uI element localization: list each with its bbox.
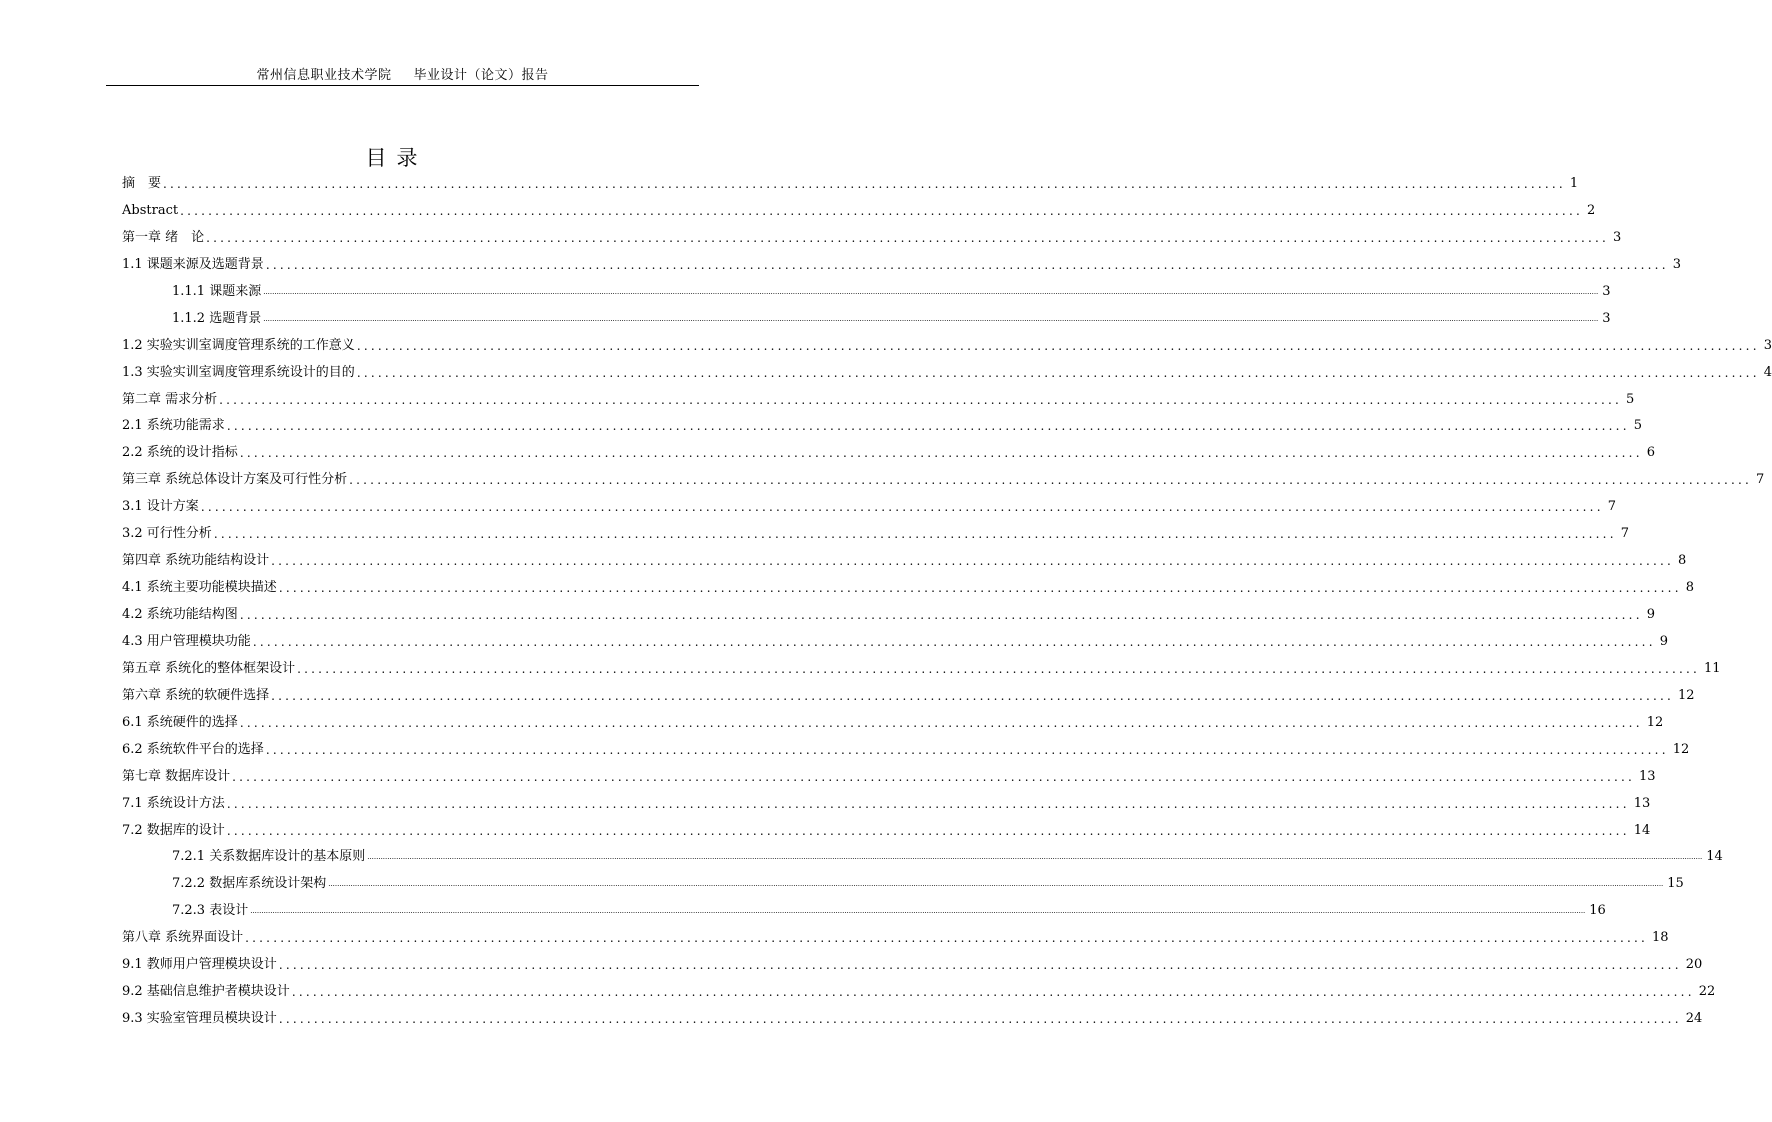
toc-entry-page: 22 <box>1698 984 1716 1000</box>
toc-entry[interactable] <box>122 467 1765 494</box>
toc-entry-label: 1.1 课题来源及选题背景 <box>122 256 264 272</box>
page-header <box>106 64 699 84</box>
toc-entry-page: 5 <box>1626 391 1635 407</box>
toc-entry[interactable] <box>122 952 1703 979</box>
toc-entry[interactable] <box>122 818 1651 845</box>
header-doc-type: 毕业设计（论文）报告 <box>413 68 549 83</box>
toc-entry-page: 13 <box>1633 795 1651 811</box>
toc-entry[interactable] <box>122 629 1668 656</box>
toc-leader-dots: ........................................................................................................................................................................................................ <box>252 634 1656 649</box>
toc-entry-label: 9.2 基础信息维护者模块设计 <box>122 984 290 1000</box>
toc-leader-dots: ........................................................................................................................................................................................................ <box>226 796 1630 811</box>
toc-entry[interactable] <box>122 252 1681 279</box>
toc-entry-label: 第五章 系统化的整体框架设计 <box>122 660 296 676</box>
toc-entry-label: 第三章 系统总体设计方案及可行性分析 <box>122 472 348 488</box>
toc-leader-dots: ........................................................................................................................................................................................................ <box>356 365 1760 380</box>
toc-entry-page: 8 <box>1678 553 1687 569</box>
toc-entry-page: 15 <box>1667 876 1684 892</box>
toc-entry-label: 7.2.3 表设计 <box>172 903 249 919</box>
toc-leader-dots: ........................................................................................................................................................................................................ <box>271 554 1675 569</box>
toc-leader-dots: ........................................................................................................................................................................................................ <box>278 958 1682 973</box>
toc-entry-label: 7.1 系统设计方法 <box>122 795 225 811</box>
toc-entry[interactable] <box>122 306 1611 333</box>
toc-entry-label: 4.2 系统功能结构图 <box>122 607 238 622</box>
header-school: 常州信息职业技术学院 <box>256 68 392 83</box>
toc-entry-label: 2.1 系统功能需求 <box>122 418 225 434</box>
toc-leader-dots: ........................................................................................................................................................................................................................................................................................................................................................................................................................................................................................................................................................................................................................ <box>250 907 1586 916</box>
toc-entry-page: 11 <box>1704 660 1721 676</box>
toc-entry[interactable] <box>122 602 1655 629</box>
toc-entry-label: 7.2.2 数据库系统设计架构 <box>172 876 327 892</box>
toc-leader-dots: ........................................................................................................................................................................................................ <box>278 1012 1682 1027</box>
toc-entry-label: 1.3 实验实训室调度管理系统设计的目的 <box>122 364 355 380</box>
toc-entry-page: 16 <box>1589 903 1606 919</box>
toc-entry[interactable] <box>122 925 1669 952</box>
toc-entry[interactable] <box>122 413 1642 440</box>
toc-entry-page: 3 <box>1613 229 1622 245</box>
toc-leader-dots: ........................................................................................................................................................................................................................................................................................................................................................................................................................................................................................................................................................................................................................ <box>328 880 1664 889</box>
toc-leader-dots: ........................................................................................................................................................................................................................................................................................................................................................................................................................................................................................................................................................................................................................ <box>263 287 1599 296</box>
toc-leader-dots: ........................................................................................................................................................................................................ <box>356 338 1760 353</box>
toc-leader-dots: ........................................................................................................................................................................................................................................................................................................................................................................................................................................................................................................................................................................................................................ <box>263 314 1599 323</box>
toc-entry-page: 8 <box>1685 580 1694 596</box>
toc-entry[interactable] <box>122 440 1655 467</box>
toc-leader-dots: ........................................................................................................................................................................................................ <box>213 527 1617 542</box>
toc-leader-dots: ........................................................................................................................................................................................................ <box>278 581 1682 596</box>
toc-entry-label: 7.2 数据库的设计 <box>122 822 225 838</box>
toc-entry[interactable] <box>122 871 1684 898</box>
toc-leader-dots: ........................................................................................................................................................................................................ <box>265 742 1669 757</box>
toc-leader-dots: ........................................................................................................................................................................................................ <box>226 823 1630 838</box>
toc-entry-page: 3 <box>1602 283 1611 299</box>
toc-entry[interactable] <box>122 360 1772 387</box>
toc-entry-page: 14 <box>1706 849 1723 865</box>
toc-entry-page: 7 <box>1756 472 1765 488</box>
toc-entry-label: 9.1 教师用户管理模块设计 <box>122 957 277 973</box>
toc-entry-label: 第六章 系统的软硬件选择 <box>122 687 270 703</box>
toc-title: 目录 <box>365 146 428 170</box>
toc-entry[interactable] <box>122 548 1687 575</box>
toc-entry-page: 6 <box>1646 445 1655 461</box>
toc-entry-page: 7 <box>1607 499 1616 515</box>
toc-entry-page: 12 <box>1678 687 1695 703</box>
toc-entry-label: 1.2 实验实训室调度管理系统的工作意义 <box>122 337 355 353</box>
toc-entry-label: 3.1 设计方案 <box>122 499 199 515</box>
toc-entry-page: 3 <box>1672 256 1681 272</box>
toc-entry-page: 1 <box>1569 176 1579 191</box>
toc-leader-dots: ........................................................................................................................................................................................................ <box>291 985 1695 1000</box>
toc-leader-dots: ........................................................................................................................................................................................................ <box>200 500 1604 515</box>
toc-entry[interactable] <box>122 979 1716 1006</box>
toc-entry[interactable] <box>122 521 1629 548</box>
toc-entry[interactable] <box>122 494 1616 521</box>
toc-entry-label: 第八章 系统界面设计 <box>122 930 244 946</box>
toc-leader-dots: ........................................................................................................................................................................................................ <box>271 688 1675 703</box>
toc-leader-dots: ........................................................................................................................................................................................................ <box>206 230 1610 245</box>
toc-leader-dots: ........................................................................................................................................................................................................ <box>349 473 1753 488</box>
toc-entry-page: 24 <box>1685 1011 1703 1027</box>
toc-leader-dots: ........................................................................................................................................................................................................ <box>232 769 1636 784</box>
toc-entry-label: 7.2.1 关系数据库设计的基本原则 <box>172 849 366 865</box>
toc-entry-page: 20 <box>1685 957 1703 973</box>
toc-entry-page: 9 <box>1646 607 1655 622</box>
toc-leader-dots: ........................................................................................................................................................................................................ <box>226 419 1630 434</box>
toc-entry[interactable] <box>122 710 1664 737</box>
toc-leader-dots: ........................................................................................................................................................................................................ <box>163 177 1566 191</box>
toc-entry[interactable] <box>122 171 1579 198</box>
toc-entry-label: 6.2 系统软件平台的选择 <box>122 741 264 757</box>
toc-entry-page: 18 <box>1652 930 1669 946</box>
toc-entry-label: 4.3 用户管理模块功能 <box>122 633 251 649</box>
toc-entry[interactable] <box>122 844 1723 871</box>
toc-leader-dots: ........................................................................................................................................................................................................ <box>239 446 1643 461</box>
toc-entry-page: 4 <box>1763 364 1772 380</box>
toc-entry[interactable] <box>122 1006 1703 1033</box>
toc-entry-label: 第四章 系统功能结构设计 <box>122 553 270 569</box>
toc-entry[interactable] <box>122 279 1611 306</box>
toc-entry-page: 13 <box>1639 768 1656 784</box>
toc-entry-label: 1.1.1 课题来源 <box>172 283 262 299</box>
toc-entry[interactable] <box>122 656 1721 683</box>
toc-entry-label: 第七章 数据库设计 <box>122 768 231 784</box>
toc-entry[interactable] <box>122 387 1635 414</box>
toc-entry[interactable] <box>122 683 1695 710</box>
toc-entry-page: 2 <box>1586 202 1596 218</box>
toc-entry-label: 2.2 系统的设计指标 <box>122 445 238 461</box>
toc-entry[interactable] <box>122 898 1606 925</box>
toc-entry-page: 3 <box>1763 337 1772 353</box>
toc-entry[interactable] <box>122 333 1772 360</box>
toc-entry-page: 5 <box>1633 418 1642 434</box>
toc-entry[interactable] <box>122 575 1694 602</box>
toc-leader-dots: ........................................................................................................................................................................................................ <box>297 661 1701 676</box>
header-rule <box>106 85 699 86</box>
toc-entry-page: 3 <box>1602 310 1611 326</box>
toc-entry-page: 12 <box>1646 714 1664 730</box>
toc-entry[interactable] <box>122 737 1690 764</box>
toc-entry-label: 摘 要 <box>122 176 162 191</box>
toc-entry-label: 9.3 实验室管理员模块设计 <box>122 1011 277 1027</box>
toc-entry-page: 7 <box>1620 526 1629 542</box>
toc-entry-label: 第二章 需求分析 <box>122 391 218 407</box>
toc-leader-dots: ........................................................................................................................................................................................................ <box>219 392 1623 407</box>
toc-leader-dots: ........................................................................................................................................................................................................ <box>245 931 1649 946</box>
toc-entry-page: 9 <box>1659 633 1668 649</box>
toc-leader-dots: ........................................................................................................................................................................................................ <box>239 608 1643 622</box>
toc-entry-label: 6.1 系统硬件的选择 <box>122 714 238 730</box>
toc-entry-page: 12 <box>1672 741 1690 757</box>
toc-entry[interactable] <box>122 198 1596 225</box>
toc-leader-dots: ........................................................................................................................................................................................................ <box>180 203 1583 218</box>
toc-entry-label: 第一章 绪 论 <box>122 229 205 245</box>
toc-leader-dots: ........................................................................................................................................................................................................................................................................................................................................................................................................................................................................................................................................................................................................................ <box>367 853 1703 862</box>
toc-leader-dots: ........................................................................................................................................................................................................ <box>265 257 1669 272</box>
toc-entry-label: 3.2 可行性分析 <box>122 526 212 542</box>
toc-entry-page: 14 <box>1633 822 1651 838</box>
toc-entry-label: 4.1 系统主要功能模块描述 <box>122 580 277 596</box>
toc-entry[interactable] <box>122 791 1651 818</box>
table-of-contents <box>122 171 1772 1033</box>
toc-entry-label: Abstract <box>122 202 179 218</box>
toc-entry[interactable] <box>122 225 1622 252</box>
toc-leader-dots: ........................................................................................................................................................................................................ <box>239 715 1643 730</box>
toc-entry-label: 1.1.2 选题背景 <box>172 310 262 326</box>
toc-entry[interactable] <box>122 764 1656 791</box>
